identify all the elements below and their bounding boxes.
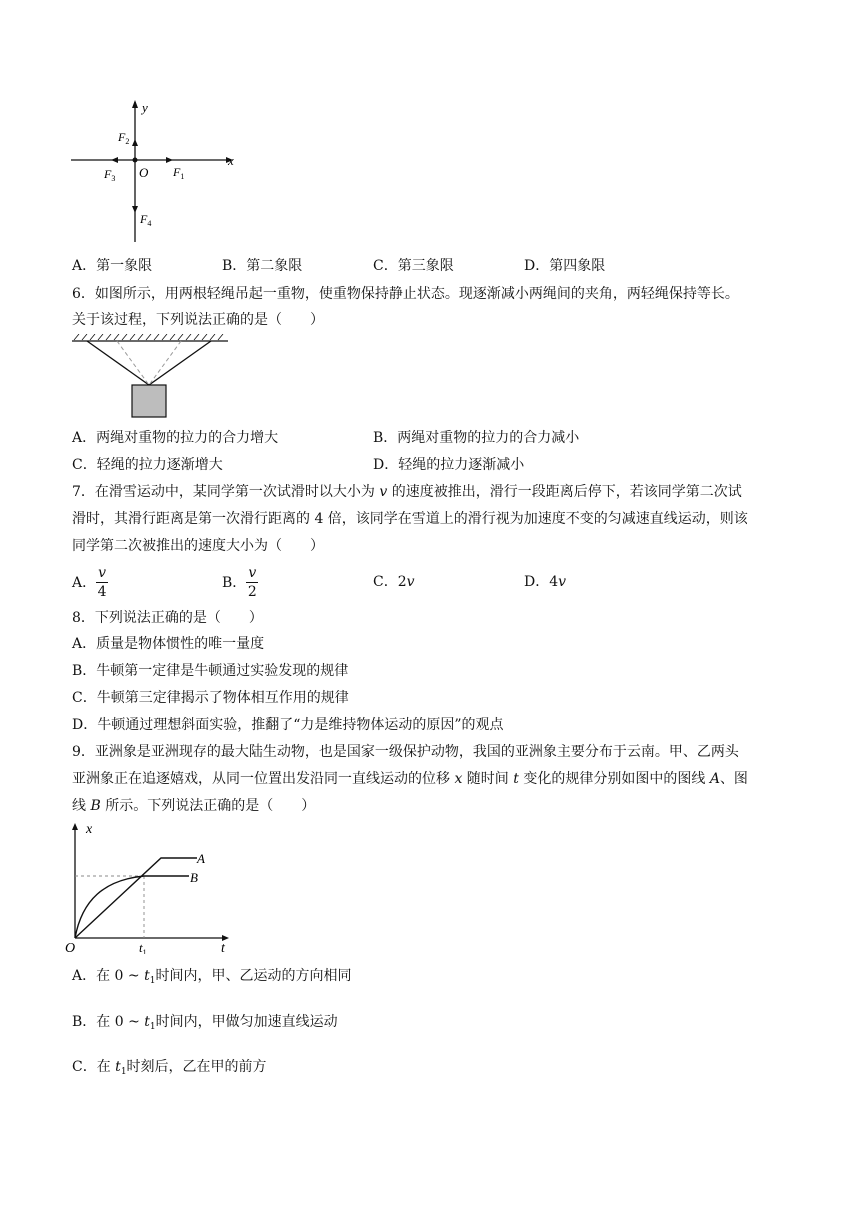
q9-stem-line1: 9．亚洲象是亚洲现存的最大陆生动物，也是国家一级保护动物，我国的亚洲象主要分布于云南。甲、乙两头 xyxy=(72,744,739,760)
q7-a-den: 4 xyxy=(97,583,107,600)
q9-var-t: t xyxy=(513,771,519,787)
q9-line3-a: 线 xyxy=(72,798,91,814)
q7-option-a-label: A． xyxy=(72,575,97,591)
q7-stem-line2: 滑时，其滑行距离是第一次滑行距离的 4 倍，该同学在雪道上的滑行视为加速度不变的匀减速直线运动，则该 xyxy=(72,511,748,527)
q7-d-var: v xyxy=(558,574,567,590)
q8-option-b: B．牛顿第一定律是牛顿通过实验发现的规律 xyxy=(72,663,349,679)
q7-c-coef: 2 xyxy=(397,574,407,590)
q9-line2-a: 亚洲象正在追逐嬉戏，从同一位置出发沿同一直线运动的位移 xyxy=(72,771,455,787)
y-axis-label: y xyxy=(142,100,148,115)
svg-text:F3 xyxy=(103,167,115,183)
q9-b-sub: 1 xyxy=(149,1022,156,1032)
q9-option-c xyxy=(72,1057,267,1082)
q7-var-v: v xyxy=(379,484,388,500)
graph-label-a: A xyxy=(197,851,205,866)
f4-label: F xyxy=(140,212,148,226)
q7-a-num: v xyxy=(98,564,107,581)
graph-origin: O xyxy=(65,941,76,954)
q9-b-pre: B．在 0 ~ xyxy=(72,1014,145,1030)
q6-stem-line2: 关于该过程，下列说法正确的是（ ） xyxy=(72,312,324,328)
f2-sub: 2 xyxy=(125,137,130,146)
q9-c-sub: 1 xyxy=(120,1067,127,1077)
svg-text:t1 xyxy=(139,940,147,954)
svg-text:F4 xyxy=(139,212,151,228)
q7-line1-a: 7．在滑雪运动中，某同学第一次试滑时以大小为 xyxy=(72,484,380,500)
q7-option-d xyxy=(524,572,566,592)
q8-option-a: A．质量是物体惯性的唯一量度 xyxy=(72,636,265,652)
q9-var-b: B xyxy=(90,798,101,814)
f3-sub: 3 xyxy=(111,174,116,183)
q9-var-x: x xyxy=(454,771,463,787)
q9-line3-b: 所示。下列说法正确的是（ ） xyxy=(100,798,316,814)
f1-label: F xyxy=(173,165,181,179)
q9-c-t: t xyxy=(115,1059,121,1075)
q7-stem-line3: 同学第二次被推出的速度大小为（ ） xyxy=(72,538,324,554)
q7-option-b-label: B． xyxy=(222,575,247,591)
q7-option-c-label: C． xyxy=(373,574,398,590)
f1-sub: 1 xyxy=(180,172,185,181)
q8-option-c: C．牛顿第三定律揭示了物体相互作用的规律 xyxy=(72,690,349,706)
graph-x-label: t xyxy=(221,941,225,954)
q9-b-post: 时间内，甲做匀加速直线运动 xyxy=(155,1014,338,1030)
q9-c-pre: C．在 xyxy=(72,1059,116,1075)
q9-stem-line2 xyxy=(72,769,748,789)
q6-option-d: D．轻绳的拉力逐渐减小 xyxy=(373,457,525,473)
f4-sub: 4 xyxy=(147,219,152,228)
q9-line2-c: 变化的规律分别如图中的图线 xyxy=(518,771,710,787)
xt-graph xyxy=(64,820,244,954)
graph-tick-t1: t xyxy=(139,940,143,954)
q6-option-b: B．两绳对重物的拉力的合力减小 xyxy=(373,430,580,446)
origin-label: O xyxy=(139,165,149,180)
q7-c-var: v xyxy=(406,574,415,590)
x-axis-label: x xyxy=(228,153,234,168)
f3-label: F xyxy=(104,167,112,181)
q6-option-c: C．轻绳的拉力逐渐增大 xyxy=(72,457,223,473)
q9-a-sub: 1 xyxy=(149,976,156,986)
q7-b-num: v xyxy=(248,564,257,581)
q8-stem: 8．下列说法正确的是（ ） xyxy=(72,610,263,626)
q9-stem-line3 xyxy=(72,796,315,816)
q7-option-b xyxy=(222,562,258,602)
q9-a-t: t xyxy=(144,968,150,984)
q7-d-coef: 4 xyxy=(549,574,559,590)
q7-option-b-fraction xyxy=(246,564,258,601)
q5-option-d: D．第四象限 xyxy=(524,258,606,274)
q7-option-c xyxy=(373,572,415,592)
q7-option-a xyxy=(72,562,108,602)
graph-tick-sub: 1 xyxy=(142,948,147,954)
q9-c-post: 时刻后，乙在甲的前方 xyxy=(126,1059,267,1075)
q6-option-a: A．两绳对重物的拉力的合力增大 xyxy=(72,430,279,446)
q7-option-a-fraction xyxy=(96,564,108,601)
q7-b-den: 2 xyxy=(247,583,257,600)
q9-a-pre: A．在 0 ~ xyxy=(72,968,145,984)
q9-a-post: 时间内，甲、乙运动的方向相同 xyxy=(155,968,352,984)
q7-stem-line1 xyxy=(72,482,742,502)
graph-label-b: B xyxy=(190,870,198,885)
q7-line1-b: 的速度被推出，滑行一段距离后停下，若该同学第二次试 xyxy=(387,484,742,500)
svg-text:F1 xyxy=(172,165,184,181)
q9-option-b xyxy=(72,1012,338,1037)
q9-b-t: t xyxy=(144,1014,150,1030)
q7-option-d-label: D． xyxy=(524,574,550,590)
f2-label: F xyxy=(118,130,126,144)
q5-option-b: B．第二象限 xyxy=(222,258,303,274)
q9-var-a: A xyxy=(709,771,720,787)
q5-option-c: C．第三象限 xyxy=(373,258,454,274)
svg-text:F2 xyxy=(117,130,129,146)
rope-weight-diagram xyxy=(70,334,230,420)
q6-stem-line1: 6．如图所示，用两根轻绳吊起一重物，使重物保持静止状态。现逐渐减小两绳间的夹角，两轻绳保持等长。 xyxy=(72,286,739,302)
q9-option-a xyxy=(72,966,351,991)
q8-option-d: D．牛顿通过理想斜面实验，推翻了“力是维持物体运动的原因”的观点 xyxy=(72,717,504,733)
q9-line2-d: 、图 xyxy=(719,771,748,787)
force-diagram xyxy=(66,98,246,246)
q9-line2-b: 随时间 xyxy=(462,771,514,787)
graph-y-label: x xyxy=(86,822,93,837)
q5-option-a: A．第一象限 xyxy=(72,258,153,274)
